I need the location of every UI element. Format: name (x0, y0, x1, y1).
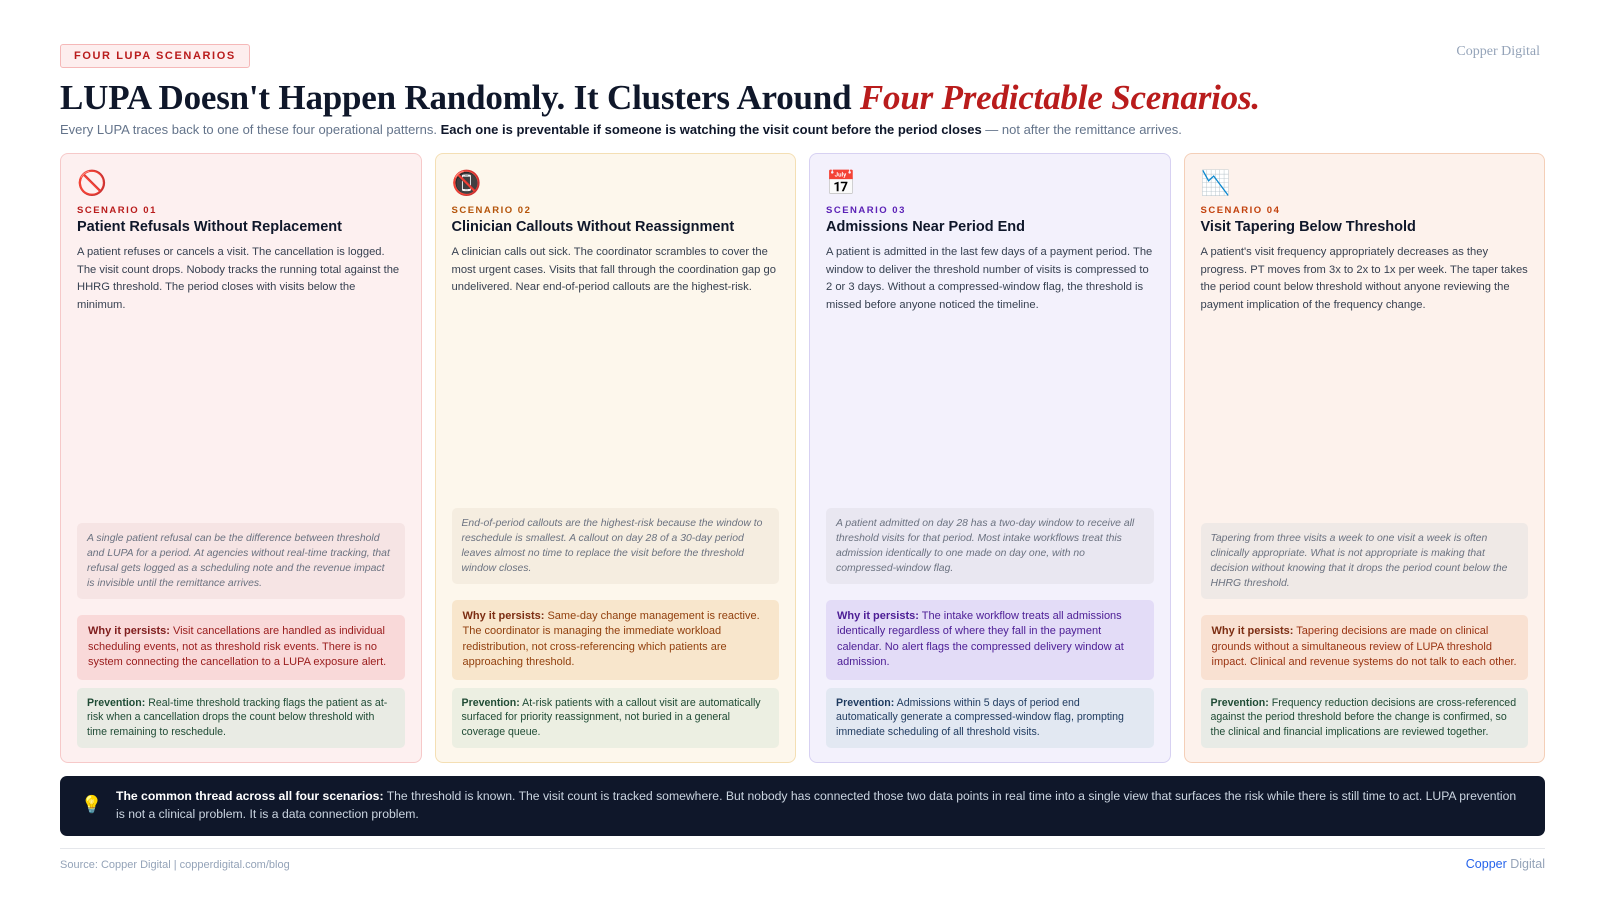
prevention (77, 688, 405, 748)
brand-part-1: Copper (1465, 857, 1507, 871)
persist-label: Why it persists: (88, 625, 170, 638)
title-highlight: Four Predictable Scenarios. (859, 78, 1260, 117)
persist-label: Why it persists: (462, 609, 545, 622)
prevent-label: Prevention: (836, 696, 895, 709)
persist-text: Same-day change management is reactive. The coordinator is managing the immediate workload redistribution, not cross-referencing which patients are approaching threshold. (462, 609, 760, 669)
scenario-description: A patient is admitted in the last few days of a payment period. The window to deliver the threshold number of visits is compressed to 2 or 3 days. Without a compressed-window flag, the threshold is missed before anyone noticed the timeline. (826, 246, 1153, 311)
prevent-text: Admissions within 5 days of period end automatically generate a compressed-window flag, prompting immediate scheduling of all threshold visits. (836, 696, 1124, 739)
persist-text: The intake workflow treats all admissions identically regardless of where they fall in the payment calendar. No alert flags the compressed delivery window at admission. (837, 609, 1124, 669)
why-it-persists (452, 600, 780, 680)
why-it-persists (1201, 615, 1529, 680)
scenario-card-4 (1184, 153, 1546, 763)
scenario-card-2 (435, 153, 797, 763)
prevent-label: Prevention: (87, 696, 146, 709)
why-it-persists (826, 600, 1154, 680)
persist-label: Why it persists: (1211, 625, 1294, 638)
prevent-text: Frequency reduction decisions are cross-referenced against the period threshold before the change is confirmed, so the clinical and financial implications are reviewed together. (1210, 696, 1517, 739)
prevention (1201, 688, 1529, 748)
scenario-label: SCENARIO 02 (451, 205, 532, 216)
footer-divider (60, 848, 1545, 849)
scenario-card-1 (60, 153, 422, 763)
subtitle-lead: Every LUPA traces back to one of these four operational patterns. (60, 122, 441, 137)
scenario-quote: End-of-period callouts are the highest-risk because the window to reschedule is smallest. A callout on day 28 of a 30-day period leaves almost no time to replace the visit before the threshold window closes. (452, 508, 780, 584)
prevention (826, 688, 1154, 748)
brand-logo-bottom (1466, 857, 1545, 871)
page-subtitle (60, 122, 1182, 137)
prevent-label: Prevention: (461, 696, 520, 709)
common-thread-banner (60, 776, 1545, 836)
no-phones-icon: 📵 (451, 170, 482, 197)
prevention (452, 688, 780, 748)
scenario-heading: Patient Refusals Without Replacement (77, 219, 342, 235)
prevent-text: Real-time threshold tracking flags the patient as at-risk when a cancellation drops the count below threshold with time remaining to reschedule. (87, 696, 388, 739)
prohibited-icon: 🚫 (77, 170, 107, 197)
scenario-quote: A patient admitted on day 28 has a two-day window to receive all threshold visits for that period. Most intake workflows treat this admission identically to one made on day one, with no compressed-window flag. (826, 508, 1154, 584)
title-main: LUPA Doesn't Happen Randomly. It Clusters Around (60, 78, 860, 117)
persist-label: Why it persists: (837, 609, 919, 622)
scenario-description: A patient refuses or cancels a visit. The cancellation is logged. The visit count drops. Nobody tracks the running total against the HHRG threshold. The period closes with visits below the minimum. (77, 246, 400, 311)
thread-text: The threshold is known. The visit count is tracked somewhere. But nobody has connected those two data points in real time into a single view that surfaces the risk while there is still time to act. LUPA prevention is not a clinical problem. It is a data connection problem. (116, 789, 1517, 821)
prevent-label: Prevention: (1210, 696, 1269, 709)
thread-label: The common thread across all four scenarios: (116, 789, 384, 803)
scenario-heading: Admissions Near Period End (826, 219, 1026, 235)
scenario-heading: Clinician Callouts Without Reassignment (451, 219, 735, 235)
lightbulb-icon: 💡 (81, 795, 103, 814)
persist-text: Visit cancellations are handled as individual scheduling events, not as threshold risk events. There is no system connecting the cancellation to a LUPA exposure alert. (88, 625, 387, 669)
subtitle-tail: — not after the remittance arrives. (981, 122, 1182, 137)
scenario-label: SCENARIO 04 (1200, 205, 1281, 216)
scenario-cards (60, 153, 1545, 763)
chart-decreasing-icon: 📉 (1200, 170, 1231, 197)
why-it-persists (77, 615, 405, 680)
scenario-label: SCENARIO 03 (826, 205, 906, 216)
scenario-label: SCENARIO 01 (77, 205, 157, 216)
subtitle-bold: Each one is preventable if someone is watching the visit count before the period closes (440, 122, 982, 137)
scenario-description: A clinician calls out sick. The coordinator scrambles to cover the most urgent cases. Visits that fall through the coordination gap go undelivered. Near end-of-period callouts are the highest-risk. (451, 246, 776, 293)
scenario-description: A patient's visit frequency appropriately decreases as they progress. PT moves from 3x to 2x to 1x per week. The taper takes the period count below threshold without anyone reviewing the payment implication of the frequency change. (1200, 246, 1528, 311)
persist-text: Tapering decisions are made on clinical grounds without a simultaneous review of LUPA threshold impact. Clinical and revenue systems do not talk to each other. (1211, 625, 1517, 669)
scenario-quote: Tapering from three visits a week to one visit a week is often clinically appropriate. What is not appropriate is making that decision without knowing that it drops the period count below the HHRG threshold. (1201, 523, 1529, 599)
brand-logo-top: Copper Digital (1456, 44, 1540, 59)
section-tag: FOUR LUPA SCENARIOS (60, 44, 250, 68)
page-title (60, 78, 1260, 118)
source-note: Source: Copper Digital | copperdigital.com/blog (60, 859, 290, 871)
scenario-heading: Visit Tapering Below Threshold (1200, 219, 1416, 235)
brand-part-2: Digital (1510, 857, 1545, 871)
scenario-card-3 (809, 153, 1171, 763)
calendar-icon: 📅 (826, 170, 856, 197)
scenario-quote: A single patient refusal can be the difference between threshold and LUPA for a period. At agencies without real-time tracking, that refusal gets logged as a scheduling note and the revenue impact is invisible until the remittance arrives. (77, 523, 405, 599)
prevent-text: At-risk patients with a callout visit are automatically surfaced for priority reassignment, not buried in a general coverage queue. (461, 696, 761, 739)
